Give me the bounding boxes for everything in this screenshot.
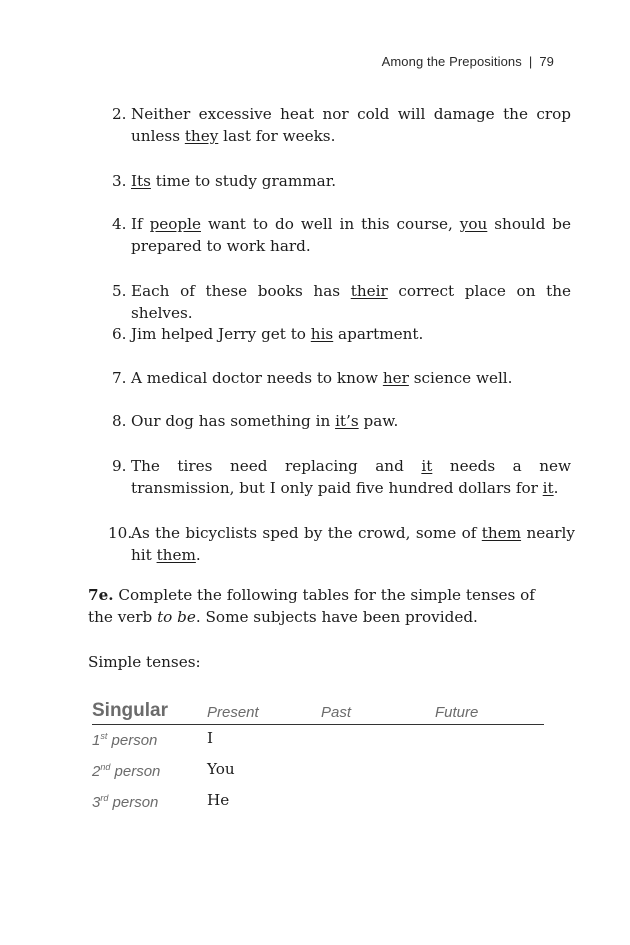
list-item bbox=[108, 522, 575, 566]
instruction-text-before: Complete the following tables for the simple tenses of the verb bbox=[88, 586, 535, 626]
underlined-word: it bbox=[421, 457, 433, 475]
item-text: If bbox=[131, 215, 150, 233]
underlined-word: their bbox=[350, 282, 388, 300]
underlined-word: people bbox=[149, 215, 201, 233]
person-word: person bbox=[111, 732, 158, 749]
item-text: . bbox=[195, 546, 201, 564]
subject-cell: He bbox=[207, 791, 230, 809]
column-past: Past bbox=[321, 704, 352, 721]
underlined-word: his bbox=[310, 325, 334, 343]
item-text: paw. bbox=[358, 412, 399, 430]
simple-tenses-label: Simple tenses: bbox=[88, 653, 201, 671]
item-text: time to study grammar. bbox=[150, 172, 337, 190]
instruction-verb: to be bbox=[157, 608, 196, 626]
list-item bbox=[112, 410, 571, 432]
person-word: person bbox=[112, 794, 159, 811]
subject-cell: You bbox=[207, 760, 235, 778]
person-ordinal: 2 bbox=[92, 763, 101, 780]
underlined-word: it’s bbox=[335, 412, 359, 430]
table-row bbox=[92, 725, 544, 756]
instruction-text-after: . Some subjects have been provided. bbox=[195, 608, 478, 626]
item-text: Each of these books has bbox=[131, 282, 351, 300]
underlined-word: her bbox=[382, 369, 409, 387]
item-text: Jim helped Jerry get to bbox=[131, 325, 311, 343]
list-item bbox=[112, 213, 571, 257]
list-item bbox=[112, 323, 571, 345]
underlined-word: they bbox=[184, 127, 219, 145]
tense-table-body bbox=[92, 725, 544, 818]
exercise-label: 7e. bbox=[88, 586, 114, 604]
item-text: science well. bbox=[408, 369, 513, 387]
person-ordinal: 1 bbox=[92, 732, 101, 749]
ordinal-suffix: st bbox=[100, 731, 108, 741]
column-present: Present bbox=[207, 704, 259, 721]
item-text: As the bicyclists sped by the crowd, some of bbox=[131, 524, 482, 542]
item-number: 9. bbox=[112, 457, 127, 475]
underlined-word: it bbox=[542, 479, 554, 497]
item-number: 6. bbox=[112, 325, 127, 343]
instruction-paragraph bbox=[88, 584, 552, 628]
item-number: 7. bbox=[112, 369, 127, 387]
underlined-word: them bbox=[481, 524, 522, 542]
underlined-word: you bbox=[459, 215, 488, 233]
item-text: Our dog has something in bbox=[131, 412, 336, 430]
ordinal-suffix: rd bbox=[100, 793, 109, 803]
item-text: last for weeks. bbox=[218, 127, 336, 145]
item-text: . bbox=[553, 479, 559, 497]
column-future: Future bbox=[435, 704, 479, 721]
item-text: correct place on the shelves. bbox=[131, 282, 571, 322]
item-text: should be prepared to work hard. bbox=[131, 215, 571, 255]
list-item bbox=[112, 367, 571, 389]
item-text: The tires need replacing and bbox=[131, 457, 422, 475]
list-item bbox=[112, 103, 571, 147]
item-number: 5. bbox=[112, 282, 127, 300]
person-label bbox=[92, 793, 158, 811]
table-title: Singular bbox=[92, 700, 169, 721]
table-row bbox=[92, 756, 544, 787]
running-head-separator: | bbox=[528, 54, 533, 69]
ordinal-suffix: nd bbox=[100, 762, 111, 772]
running-title: Among the Prepositions bbox=[381, 54, 522, 69]
person-label bbox=[92, 762, 160, 780]
item-text: apartment. bbox=[333, 325, 424, 343]
item-text: needs a new transmission, but I only paid five hundred dollars for bbox=[131, 457, 571, 497]
list-item bbox=[112, 280, 571, 324]
item-text: A medical doctor needs to know bbox=[131, 369, 383, 387]
item-text: Neither excessive heat nor cold will damage the crop unless bbox=[131, 105, 571, 145]
list-item bbox=[112, 170, 571, 192]
item-number: 2. bbox=[112, 105, 127, 123]
item-text: want to do well in this course, bbox=[201, 215, 460, 233]
page-number: 79 bbox=[539, 54, 554, 69]
item-number: 8. bbox=[112, 412, 127, 430]
underlined-word: Its bbox=[131, 172, 151, 190]
item-text: nearly hit bbox=[131, 524, 575, 564]
person-label bbox=[92, 731, 157, 749]
person-ordinal: 3 bbox=[92, 794, 101, 811]
underlined-word: them bbox=[156, 546, 196, 564]
table-row bbox=[92, 787, 544, 818]
tense-table-header bbox=[92, 700, 544, 725]
item-number: 3. bbox=[112, 172, 127, 190]
item-number: 10. bbox=[108, 524, 133, 542]
running-head bbox=[382, 54, 554, 69]
item-number: 4. bbox=[112, 215, 127, 233]
tense-table bbox=[92, 700, 544, 818]
person-word: person bbox=[114, 763, 161, 780]
list-item bbox=[112, 455, 571, 499]
subject-cell: I bbox=[207, 729, 213, 747]
